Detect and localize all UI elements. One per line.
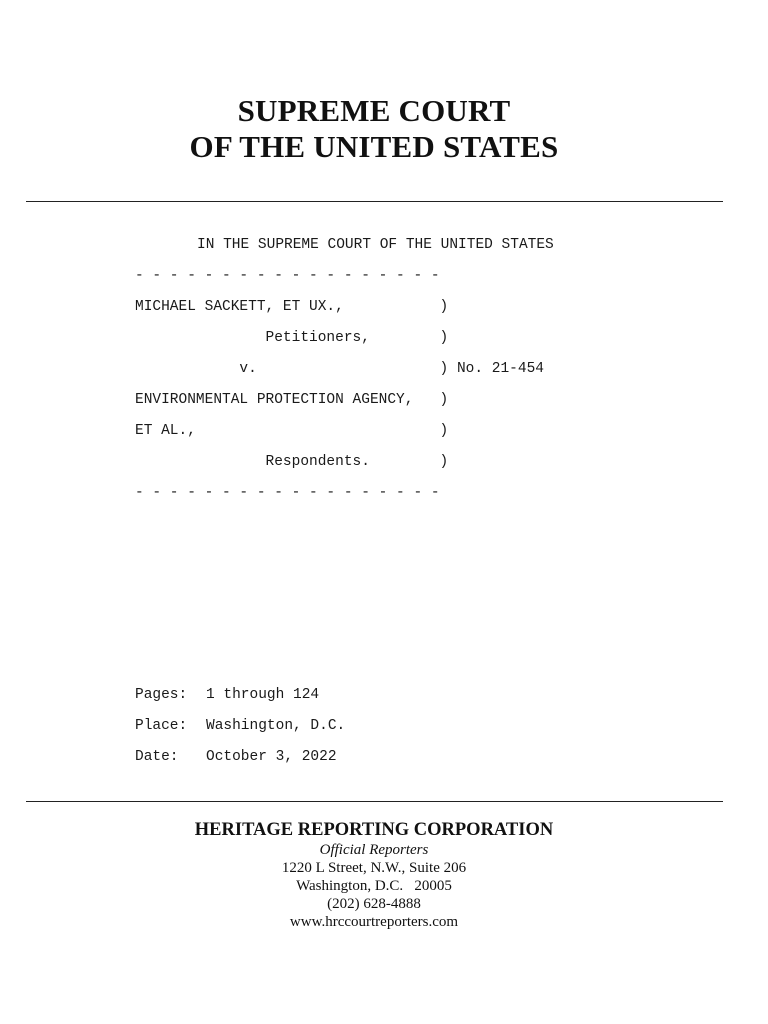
footer-website: www.hrccourtreporters.com — [289, 914, 459, 930]
footer-address-line-2: Washington, D.C. 20005 — [296, 878, 452, 894]
dash-line-top: - - - - - - - - - - - - - - - - - - — [135, 268, 440, 284]
pages-label: Pages: — [135, 687, 188, 703]
top-divider — [26, 201, 723, 202]
footer-phone: (202) 628-4888 — [327, 896, 421, 912]
footer-tagline: Official Reporters — [319, 842, 429, 858]
pages-value: 1 through 124 — [206, 687, 320, 703]
caption-line-petitioner: MICHAEL SACKETT, ET UX., ) — [135, 299, 449, 315]
page-title-line-1: SUPREME COURT — [237, 93, 511, 128]
caption-line-respondent: ENVIRONMENTAL PROTECTION AGENCY, ) — [135, 392, 449, 408]
footer-company-name: HERITAGE REPORTING CORPORATION — [194, 820, 554, 840]
page-title-line-2: OF THE UNITED STATES — [189, 129, 559, 164]
footer-address-line-1: 1220 L Street, N.W., Suite 206 — [281, 860, 467, 876]
caption-line-respondents-role: Respondents. ) — [135, 454, 449, 470]
dash-line-bottom: - - - - - - - - - - - - - - - - - - — [135, 485, 440, 501]
caption-line-petitioners-role: Petitioners, ) — [135, 330, 449, 346]
place-value: Washington, D.C. — [206, 718, 346, 734]
caption-line-et-al: ET AL., ) — [135, 423, 449, 439]
court-heading: IN THE SUPREME COURT OF THE UNITED STATES — [197, 237, 554, 253]
date-label: Date: — [135, 749, 179, 765]
date-value: October 3, 2022 — [206, 749, 337, 765]
bottom-divider — [26, 801, 723, 802]
caption-line-versus-docket: v. ) No. 21-454 — [135, 361, 544, 377]
place-label: Place: — [135, 718, 188, 734]
